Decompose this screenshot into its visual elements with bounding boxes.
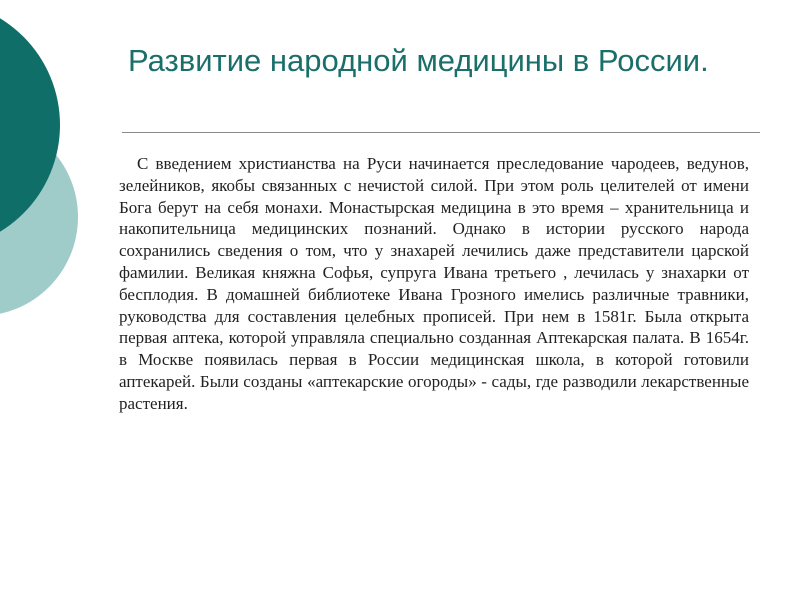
slide-title: Развитие народной медицины в России.: [128, 43, 709, 78]
slide-body-text: С введением христианства на Руси начинается преследование чародеев, ведунов, зелейников, якобы связанных с нечистой силой. При этом роль целителей от имени Бога берут на себя монахи. Монастырская медицина в это время – хранительница и накопительница медицинских познаний. Однако в истории русского народа сохранились сведения о том, что у знахарей лечились даже представители царской фамилии. Великая княжна Софья, супруга Ивана третьего , лечилась у знахарки от бесплодия. В домашней библиотеке Ивана Грозного имелись различные травники, руководства для составления целебных прописей. При нем в 1581г. Была открыта первая аптека, которой управляла специально созданная Аптекарская палата. В 1654г. в Москве появилась первая в России медицинская школа, в которой готовили аптекарей. Были созданы «аптекарские огороды» - сады, где разводили лекарственные растения.: [119, 154, 749, 413]
title-divider: [122, 132, 760, 133]
